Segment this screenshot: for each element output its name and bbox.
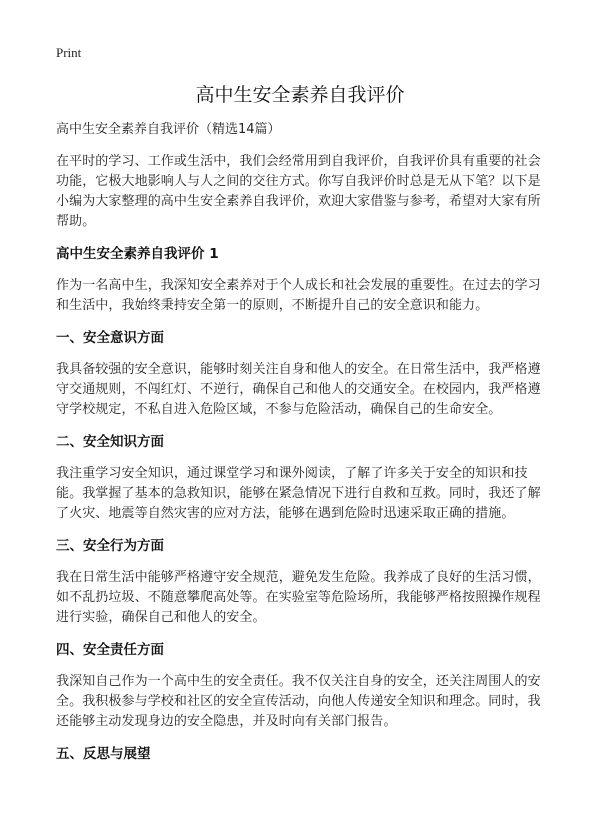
document-subtitle: 高中生安全素养自我评价（精选14篇）: [56, 122, 281, 137]
document-body: [56, 120, 548, 776]
paragraph-safety-behavior: 我在日常生活中能够严格遵守安全规范，避免发生危险。我养成了良好的生活习惯，如不乱扔垃圾、不随意攀爬高处等。在实验室等危险场所，我能够严格按照操作规程进行实验，确保自己和他人的安全。: [56, 570, 541, 625]
heading-safety-awareness: 一、安全意识方面: [56, 330, 164, 346]
page-title: 高中生安全素养自我评价: [195, 84, 405, 106]
intro-paragraph: 在平时的学习、工作或生活中，我们会经常用到自我评价，自我评价具有重要的社会功能，它极大地影响人与人之间的交往方式。你写自我评价时总是无从下笔？以下是小编为大家整理的高中生安全素养自我评价，欢迎大家借鉴与参考，希望对大家有所帮助。: [56, 154, 541, 229]
heading-safety-responsibility: 四、安全责任方面: [56, 642, 164, 658]
section-intro-paragraph: 作为一名高中生，我深知安全素养对于个人成长和社会发展的重要性。在过去的学习和生活中，我始终秉持安全第一的原则，不断提升自己的安全意识和能力。: [56, 278, 541, 313]
heading-reflection-outlook: 五、反思与展望: [56, 746, 151, 762]
paragraph-safety-knowledge: 我注重学习安全知识，通过课堂学习和课外阅读，了解了许多关于安全的知识和技能。我掌握了基本的急救知识，能够在紧急情况下进行自救和互救。同时，我还了解了火灾、地震等自然灾害的应对方法，能够在遇到危险时迅速采取正确的措施。: [56, 466, 541, 521]
paragraph-safety-responsibility: 我深知自己作为一个高中生的安全责任。我不仅关注自身的安全，还关注周围人的安全。我积极参与学校和社区的安全宣传活动，向他人传递安全知识和理念。同时，我还能够主动发现身边的安全隐患，并及时向有关部门报告。: [56, 674, 541, 729]
paragraph-safety-awareness: 我具备较强的安全意识，能够时刻关注自身和他人的安全。在日常生活中，我严格遵守交通规则，不闯红灯、不逆行，确保自己和他人的交通安全。在校园内，我严格遵守学校规定，不私自进入危险区域，不参与危险活动，确保自己的生命安全。: [56, 362, 541, 417]
heading-safety-knowledge: 二、安全知识方面: [56, 434, 164, 450]
heading-safety-behavior: 三、安全行为方面: [56, 538, 164, 554]
print-link[interactable]: Print: [56, 45, 82, 60]
section-title: 高中生安全素养自我评价 1: [56, 246, 219, 262]
